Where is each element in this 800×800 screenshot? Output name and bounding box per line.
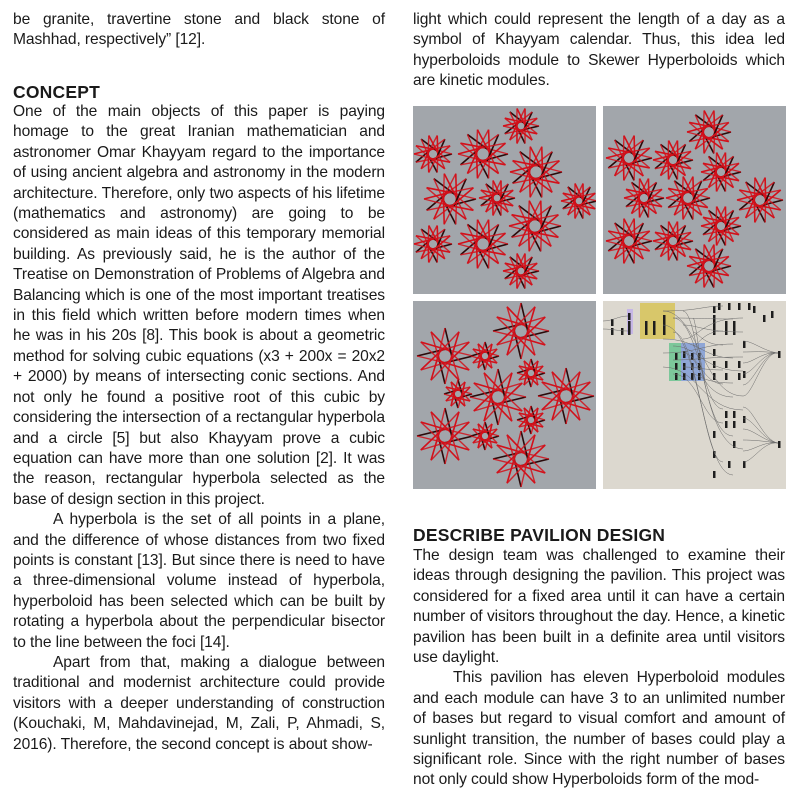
hyperboloid-figure: [413, 106, 785, 488]
hyperboloid-modules-image: [413, 301, 596, 489]
concept-paragraph-3: Apart from that, making a dialogue between traditional and modernist architecture could provide visitors with a deeper understanding of construction (Kouchaki, M, Mahdavinejad, M, Zali, P, Ahmadi, S, 2016). Therefore, the second concept is about show-: [13, 653, 385, 753]
hyperboloid-modules-image: [603, 106, 786, 294]
pavilion-paragraph-1: The design team was challenged to examine their ideas through designing the pavilion. This project was considered for a fixed area until it can have a certain number of visitors throughout the day. Hence, a kinetic pavilion has been built in a definite area until visitors use daylight.: [413, 547, 785, 667]
concept-paragraph-2: A hyperbola is the set of all points in a plane, and the difference of whose distances from two fixed points is constant [13]. But since there is need to have a three-dimensional volume instead of hyperbola, hyperboloid has been selected which can be built by rotating a hyperbola about the perpendicular bisector to the line between the foci [14].: [13, 511, 385, 651]
pavilion-paragraph-2: This pavilion has eleven Hyperboloid modules and each module can have 3 to an unlimited number of bases but regard to visual comfort and amount of sunlight transition, the number of bases could play a significant role. Since with the right number of bases not only could show Hyperboloids form of the mod-: [413, 669, 785, 789]
concept-paragraph-1: One of the main objects of this paper is paying homage to the great Iranian mathematician and astronomer Omar Khayyam regard to the importance of using ancient algebra and astronomy in the modern architecture. Therefore, only two aspects of his lifetime (mathematics and astronomy) are going to be considered as main ideas of this temporary memorial building. As previously said, he is the author of the Treatise on Demonstration of Problems of Algebra and Balancing which is one of the most important treatises in this field which written before modern times when he was in his 20s [8]. This book is about a geometric method for solving cubic equations (x3 + 200x = 20x2 + 2000) by means of intersecting conic sections. And not only he found a positive root of this cubic by considering the intersection of a rectangular hyperbola and a circle [5] but also Khayyam prove a cubic equation can have more than one solution [2]. It was the reason, rectangular hyperbola selected as the base of design section in this project.: [13, 103, 385, 508]
pavilion-design-heading: DESCRIBE PAVILION DESIGN: [413, 525, 666, 545]
node-graph-image: [603, 301, 786, 489]
figure-panel-node-graph: [603, 301, 786, 489]
figure-panel-dense-modules: [413, 106, 596, 294]
intro-paragraph-left: be granite, travertine stone and black stone of Mashhad, respectively” [12].: [13, 11, 385, 49]
figure-panel-varied-modules: [413, 301, 596, 489]
concept-heading: CONCEPT: [13, 82, 100, 102]
concept-section: [13, 102, 385, 755]
pavilion-design-section: [413, 546, 785, 791]
hyperboloid-modules-image: [413, 106, 596, 294]
figure-panel-spaced-modules: [603, 106, 786, 294]
intro-paragraph-right: light which could represent the length of a day as a symbol of Khayyam calendar. Thus, this idea led hyperboloids module to Skewer Hyperboloids which are kinetic modules.: [413, 11, 785, 90]
